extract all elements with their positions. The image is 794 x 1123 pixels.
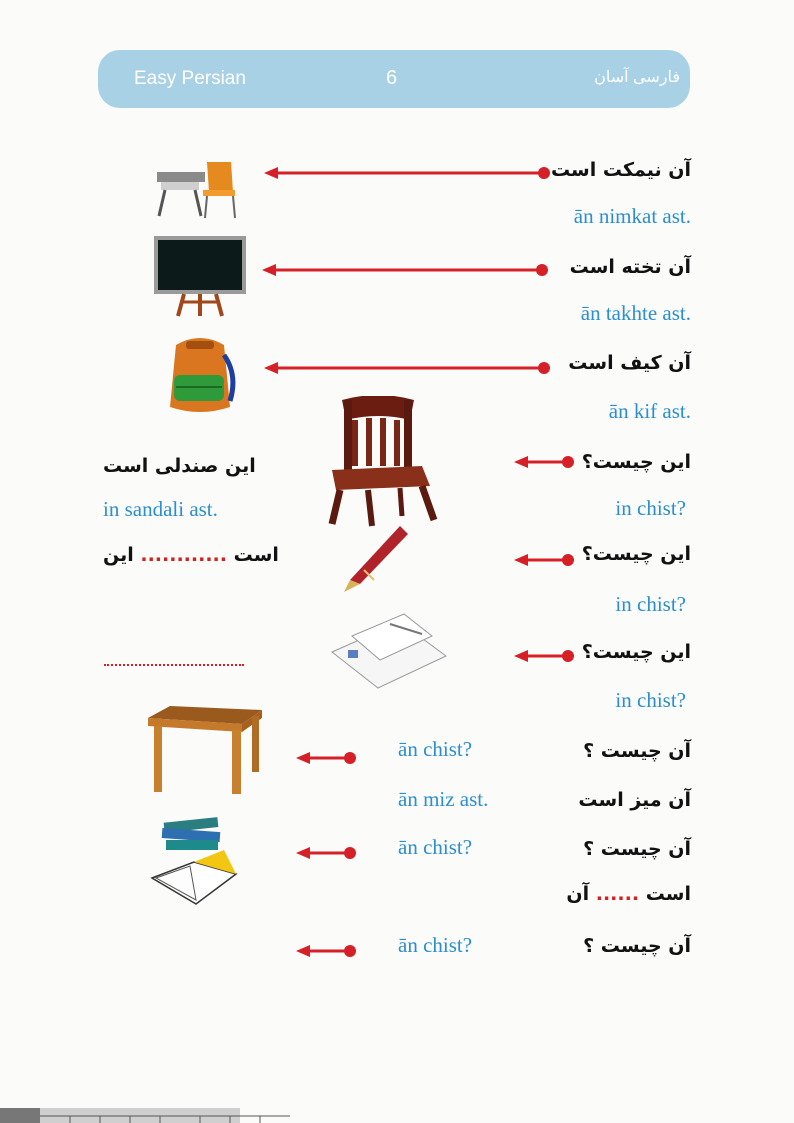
question-farsi-3: این چیست؟ bbox=[581, 641, 691, 663]
answer-blank-dots: ............ bbox=[140, 544, 227, 566]
answer-prefix: آن bbox=[566, 883, 590, 905]
an-question-farsi-1: آن چیست ؟ bbox=[583, 740, 691, 762]
an-question-farsi-2: آن چیست ؟ bbox=[583, 838, 691, 860]
books-image bbox=[150, 812, 238, 910]
answer-fill-blank-pen bbox=[103, 544, 279, 566]
table-image bbox=[146, 704, 264, 796]
answer-blank-dots: ...... bbox=[595, 883, 640, 905]
answer-suffix: است bbox=[645, 883, 691, 905]
arrow-left-icon bbox=[296, 845, 358, 861]
arrow-left-icon bbox=[514, 552, 576, 568]
farsi-sentence-takhte: آن تخته است bbox=[569, 256, 691, 278]
page-number: 6 bbox=[386, 67, 398, 89]
an-question-translit-2: ān chist? bbox=[398, 835, 473, 859]
arrow-left-icon bbox=[514, 454, 576, 470]
question-translit-2: in chist? bbox=[615, 592, 686, 616]
arrow-left-icon bbox=[264, 360, 554, 376]
question-translit-1: in chist? bbox=[615, 496, 686, 520]
translit-nimkat: ān nimkat ast. bbox=[573, 204, 691, 228]
wooden-chair-image bbox=[322, 396, 440, 528]
question-farsi-1: این چیست؟ bbox=[581, 451, 691, 473]
answer-prefix: این bbox=[103, 544, 134, 566]
scan-edge-strip bbox=[0, 1108, 300, 1123]
question-translit-3: in chist? bbox=[615, 688, 686, 712]
envelopes-image bbox=[330, 612, 448, 692]
fountain-pen-image bbox=[340, 522, 410, 596]
answer-blank-line bbox=[104, 664, 244, 666]
an-answer-fill-blank-books bbox=[566, 883, 691, 905]
blackboard-image bbox=[154, 236, 246, 318]
arrow-left-icon bbox=[262, 262, 552, 278]
answer-translit-sandali: in sandali ast. bbox=[103, 497, 218, 521]
an-question-translit-1: ān chist? bbox=[398, 737, 473, 761]
answer-farsi-sandali: این صندلی است bbox=[103, 455, 256, 477]
an-question-translit-3: ān chist? bbox=[398, 933, 473, 957]
arrow-left-icon bbox=[296, 750, 358, 766]
translit-kif: ān kif ast. bbox=[608, 399, 691, 423]
arrow-left-icon bbox=[514, 648, 576, 664]
an-answer-farsi-miz: آن میز است bbox=[578, 789, 691, 811]
farsi-sentence-nimkat: آن نیمکت است bbox=[550, 159, 691, 181]
arrow-left-icon bbox=[296, 943, 358, 959]
an-answer-translit-miz: ān miz ast. bbox=[398, 787, 489, 811]
backpack-image bbox=[160, 335, 240, 417]
school-desk-image bbox=[155, 158, 240, 220]
translit-takhte: ān takhte ast. bbox=[580, 301, 691, 325]
answer-suffix: است bbox=[233, 544, 279, 566]
question-farsi-2: این چیست؟ bbox=[581, 543, 691, 565]
header-title-english: Easy Persian bbox=[134, 68, 246, 89]
an-question-farsi-3: آن چیست ؟ bbox=[583, 935, 691, 957]
header-title-persian: فارسی آسان bbox=[594, 69, 680, 86]
farsi-sentence-kif: آن کیف است bbox=[568, 352, 691, 374]
arrow-left-icon bbox=[264, 165, 554, 181]
